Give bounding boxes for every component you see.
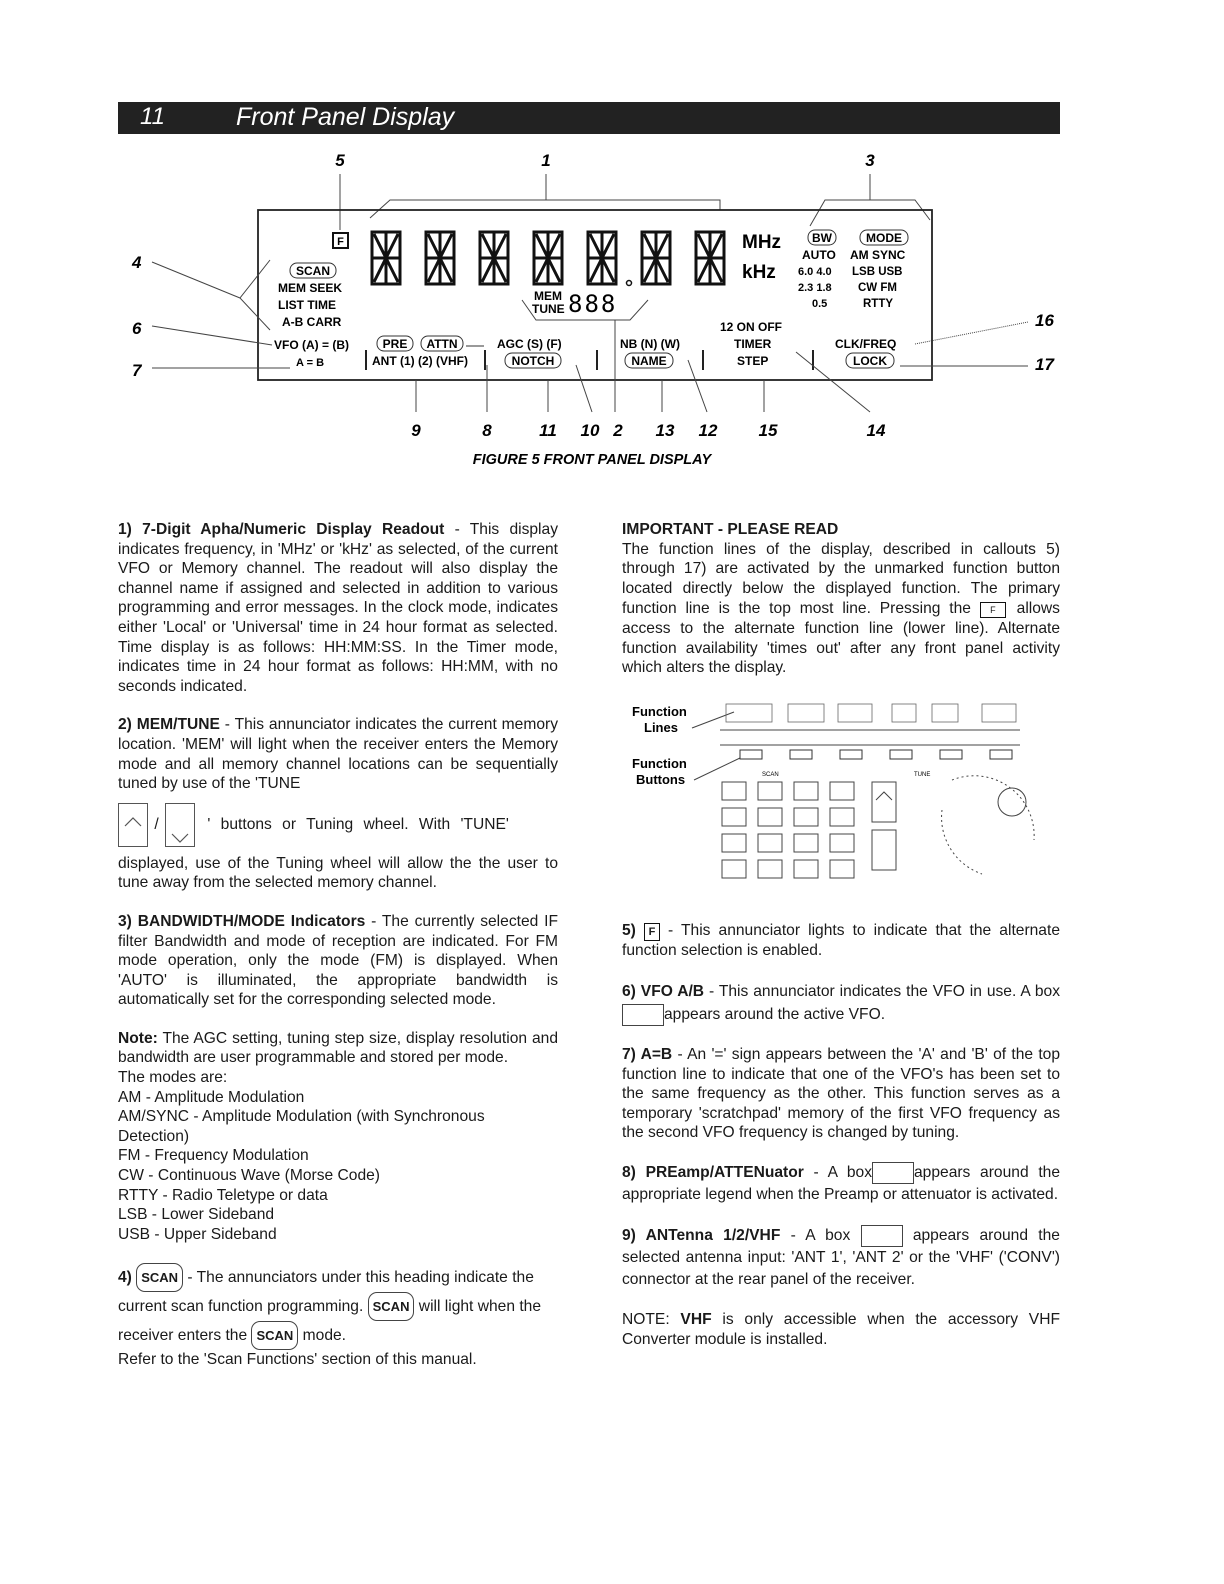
bw-row2: 2.3 1.8 <box>798 282 832 294</box>
para-7-title: 7) A=B <box>622 1045 673 1063</box>
para-1 <box>118 520 558 696</box>
f-annunciator: F <box>337 236 344 248</box>
box-icon <box>622 1004 664 1026</box>
para-1-title: 1) 7-Digit Apha/Numeric Display Readout <box>118 521 445 538</box>
callout-1: 1 <box>541 151 551 170</box>
scan-badge: SCAN <box>368 1292 415 1321</box>
figure-caption: FIGURE 5 FRONT PANEL DISPLAY <box>472 452 712 468</box>
important-body-1: The function lines of the display, described in callouts 5) through 17) are activated by the unmarked function button located directly below the displayed function. The primary function line is the top most line. Pressing the <box>622 540 1060 618</box>
mode-item: LSB - Lower Sideband <box>118 1206 275 1224</box>
tune-label: TUNE <box>532 302 565 316</box>
note-vhf-body: is only accessible when the accessory VHF Converter module is installed. <box>622 1311 1060 1348</box>
para-3 <box>118 912 558 1010</box>
tune-up-icon <box>118 803 148 847</box>
mode-item: AM - Amplitude Modulation <box>118 1088 305 1106</box>
mode-row2: CW FM <box>858 282 897 294</box>
box-icon <box>861 1225 903 1247</box>
para-8-body-1: - A box <box>803 1164 872 1182</box>
mode-item: USB - Upper Sideband <box>118 1225 277 1243</box>
para-7 <box>622 1045 1060 1143</box>
step-label: STEP <box>737 354 769 368</box>
tune-buttons-line <box>118 802 558 848</box>
para-8-title: 8) PREamp/ATTENuator <box>622 1164 804 1182</box>
note-title: Note: <box>118 1029 158 1047</box>
lock-annunciator: LOCK <box>853 354 887 368</box>
callout-3: 3 <box>865 151 875 170</box>
front-panel-figure <box>100 140 1100 480</box>
para-8-body-2: appears around the appropriate legend when the Preamp or attenuator is activated. <box>622 1164 1061 1204</box>
notch-annunciator: NOTCH <box>511 354 555 368</box>
callout-5: 5 <box>335 151 345 170</box>
callout-9: 9 <box>411 421 421 440</box>
para-9-body-1: - A box <box>780 1227 861 1245</box>
a-equals-b: A = B <box>296 357 325 369</box>
callout-7: 7 <box>132 361 142 380</box>
mode-item: FM - Frequency Modulation <box>118 1147 309 1165</box>
function-lines-label-1: Function <box>632 703 687 719</box>
auto-label: AUTO <box>802 248 836 262</box>
clk-freq-label: CLK/FREQ <box>835 337 897 351</box>
mode-row3: RTTY <box>863 298 894 310</box>
callout-16: 16 <box>1035 311 1054 330</box>
callout-8: 8 <box>482 421 492 440</box>
mem-digits: 888 <box>568 290 618 318</box>
section-header <box>118 102 1060 134</box>
para-6-title: 6) VFO A/B <box>622 982 705 1000</box>
scan-badge: SCAN <box>136 1263 183 1292</box>
bw-row1: 6.0 4.0 <box>798 266 832 278</box>
modes-list <box>118 1068 558 1244</box>
note <box>118 1029 558 1068</box>
mode-annunciator: MODE <box>866 231 902 245</box>
important-body-2: allows access to the alternate function line (lower line). Alternate function availability 'times out' after any front panel activity which alters the display. <box>622 600 1060 677</box>
pre-annunciator: PRE <box>382 337 408 351</box>
mode-item: RTTY - Radio Teletype or data <box>118 1186 328 1204</box>
f-key-icon: F <box>980 602 1006 618</box>
para-2-end: displayed, use of the Tuning wheel will allow the the user to tune away from the selected memory channel. <box>118 854 558 892</box>
list-time: LIST TIME <box>278 298 336 312</box>
tune-down-icon <box>165 803 195 847</box>
callout-4: 4 <box>132 253 142 272</box>
para-2-tail: ' buttons or Tuning wheel. With 'TUNE' <box>207 815 509 833</box>
mem-label: MEM <box>534 289 562 303</box>
callout-14: 14 <box>866 421 886 440</box>
callout-6: 6 <box>132 319 142 338</box>
note-vhf <box>622 1310 1060 1349</box>
am-sync-label: AM SYNC <box>850 248 906 262</box>
f-box-icon: F <box>644 923 660 941</box>
unit-mhz: MHz <box>742 232 782 253</box>
left-column <box>118 520 558 1389</box>
para-8 <box>622 1162 1060 1206</box>
bw-annunciator: BW <box>812 231 832 245</box>
modes-intro: The modes are: <box>118 1069 228 1087</box>
main-digits <box>372 232 724 284</box>
para-2 <box>118 715 558 793</box>
para-4-body-2: will light when the receiver enters the <box>118 1298 542 1345</box>
unit-khz: kHz <box>742 262 776 283</box>
para-4-ref: Refer to the 'Scan Functions' section of this manual. <box>118 1351 477 1369</box>
mode-item: AM/SYNC - Amplitude Modulation (with Synchronous Detection) <box>118 1108 485 1145</box>
right-column <box>622 520 1060 1368</box>
para-4-body-3: mode. <box>298 1327 347 1345</box>
para-4-title: 4) <box>118 1269 132 1287</box>
callout-10: 10 <box>580 421 600 440</box>
bw-row3: 0.5 <box>812 298 828 310</box>
name-annunciator: NAME <box>631 354 667 368</box>
callout-12: 12 <box>698 421 718 440</box>
vfo-ab: VFO (A) = (B) <box>274 338 349 352</box>
function-buttons-label-2: Buttons <box>636 771 686 787</box>
para-4-body-1: - The annunciators under this heading indicate the current scan function programming. <box>118 1269 534 1316</box>
para-2-body: - This annunciator indicates the current memory location. 'MEM' will light when the receiver enters the Memory mode and all memory channel locations can be sequentially tuned by use of the 'TUNE <box>118 716 558 793</box>
note-vhf-prefix: NOTE: <box>622 1311 681 1329</box>
box-icon <box>872 1162 914 1184</box>
para-3-title: 3) BANDWIDTH/MODE Indicators <box>118 912 366 930</box>
important-title: IMPORTANT - PLEASE READ <box>622 521 839 538</box>
scan-annunciator: SCAN <box>295 264 331 278</box>
note-body: The AGC setting, tuning step size, display resolution and bandwidth are user programmable and stored per mode. <box>118 1029 558 1067</box>
on-off: 12 ON OFF <box>720 320 783 334</box>
para-3-body: - The currently selected IF filter Bandwidth and mode of reception are indicated. For FM mode operation, only the mode (FM) is displayed. When 'AUTO' is illuminated, the appropriate bandwidth is automatically set for the corresponding selected mode. <box>118 912 558 1009</box>
keypad-tune-label: TUNE <box>914 771 931 778</box>
function-lines-figure <box>622 700 1052 890</box>
para-5-title: 5) <box>622 922 636 940</box>
para-2-title: 2) MEM/TUNE <box>118 716 220 734</box>
para-9-body-2: appears around the selected antenna input: 'ANT 1', 'ANT 2' or the 'VHF' ('CONV') connector at the rear panel of the receiver. <box>622 1227 1060 1289</box>
callout-13: 13 <box>655 421 675 440</box>
para-9-title: 9) ANTenna 1/2/VHF <box>622 1227 781 1245</box>
agc-line: AGC (S) (F) <box>497 337 562 351</box>
keypad-scan-label: SCAN <box>762 771 779 778</box>
mode-row1: LSB USB <box>852 266 903 278</box>
para-6-body-1: - This annunciator indicates the VFO in use. A box <box>704 982 1060 1000</box>
para-7-body: - An '=' sign appears between the 'A' and 'B' of the top function line to indicate that one of the VFO's has been set to the same frequency as the other. This function serves as a temporary 'scratchpad' memory of the first VFO frequency as the second VFO frequency is changed by tuning. <box>622 1045 1061 1142</box>
function-buttons-label-1: Function <box>632 755 687 771</box>
tune-slash: / <box>154 815 159 833</box>
callout-17: 17 <box>1035 355 1054 374</box>
section-number: 11 <box>140 103 165 130</box>
para-6 <box>622 980 1060 1026</box>
callout-15: 15 <box>758 421 778 440</box>
important-notice <box>622 520 1060 678</box>
para-1-body: - This display indicates frequency, in 'MHz' or 'kHz' as selected, of the current VFO or Memory channel. The readout will also display the channel name if assigned and selected in addition to various programming and error messages. In the clock mode, indicates either 'Local' or 'Universal' time in 24 hour format as selected. Time display is as follows: HH:MM:SS. In the Timer mode, indicates time in 24 hour format as follows: HH:MM, with no seconds indicated. <box>118 521 558 695</box>
section-title: Front Panel Display <box>236 103 455 131</box>
mem-seek: MEM SEEK <box>278 281 343 295</box>
para-5 <box>622 921 1060 961</box>
attn-annunciator: ATTN <box>426 337 458 351</box>
ab-carr: A-B CARR <box>282 315 342 329</box>
para-4 <box>118 1263 558 1350</box>
para-9 <box>622 1225 1060 1291</box>
para-6-body-2: appears around the active VFO. <box>664 1005 886 1023</box>
mode-item: CW - Continuous Wave (Morse Code) <box>118 1167 380 1185</box>
function-lines-label-2: Lines <box>644 719 678 735</box>
ant-line: ANT (1) (2) (VHF) <box>372 354 468 368</box>
para-5-body: - This annunciator lights to indicate that the alternate function selection is enabled. <box>622 922 1060 960</box>
timer-label: TIMER <box>734 337 772 351</box>
scan-badge: SCAN <box>251 1321 298 1350</box>
nb-line: NB (N) (W) <box>620 337 680 351</box>
callout-2: 2 <box>613 421 623 440</box>
note-vhf-term: VHF <box>680 1311 712 1329</box>
callout-11: 11 <box>539 421 557 440</box>
